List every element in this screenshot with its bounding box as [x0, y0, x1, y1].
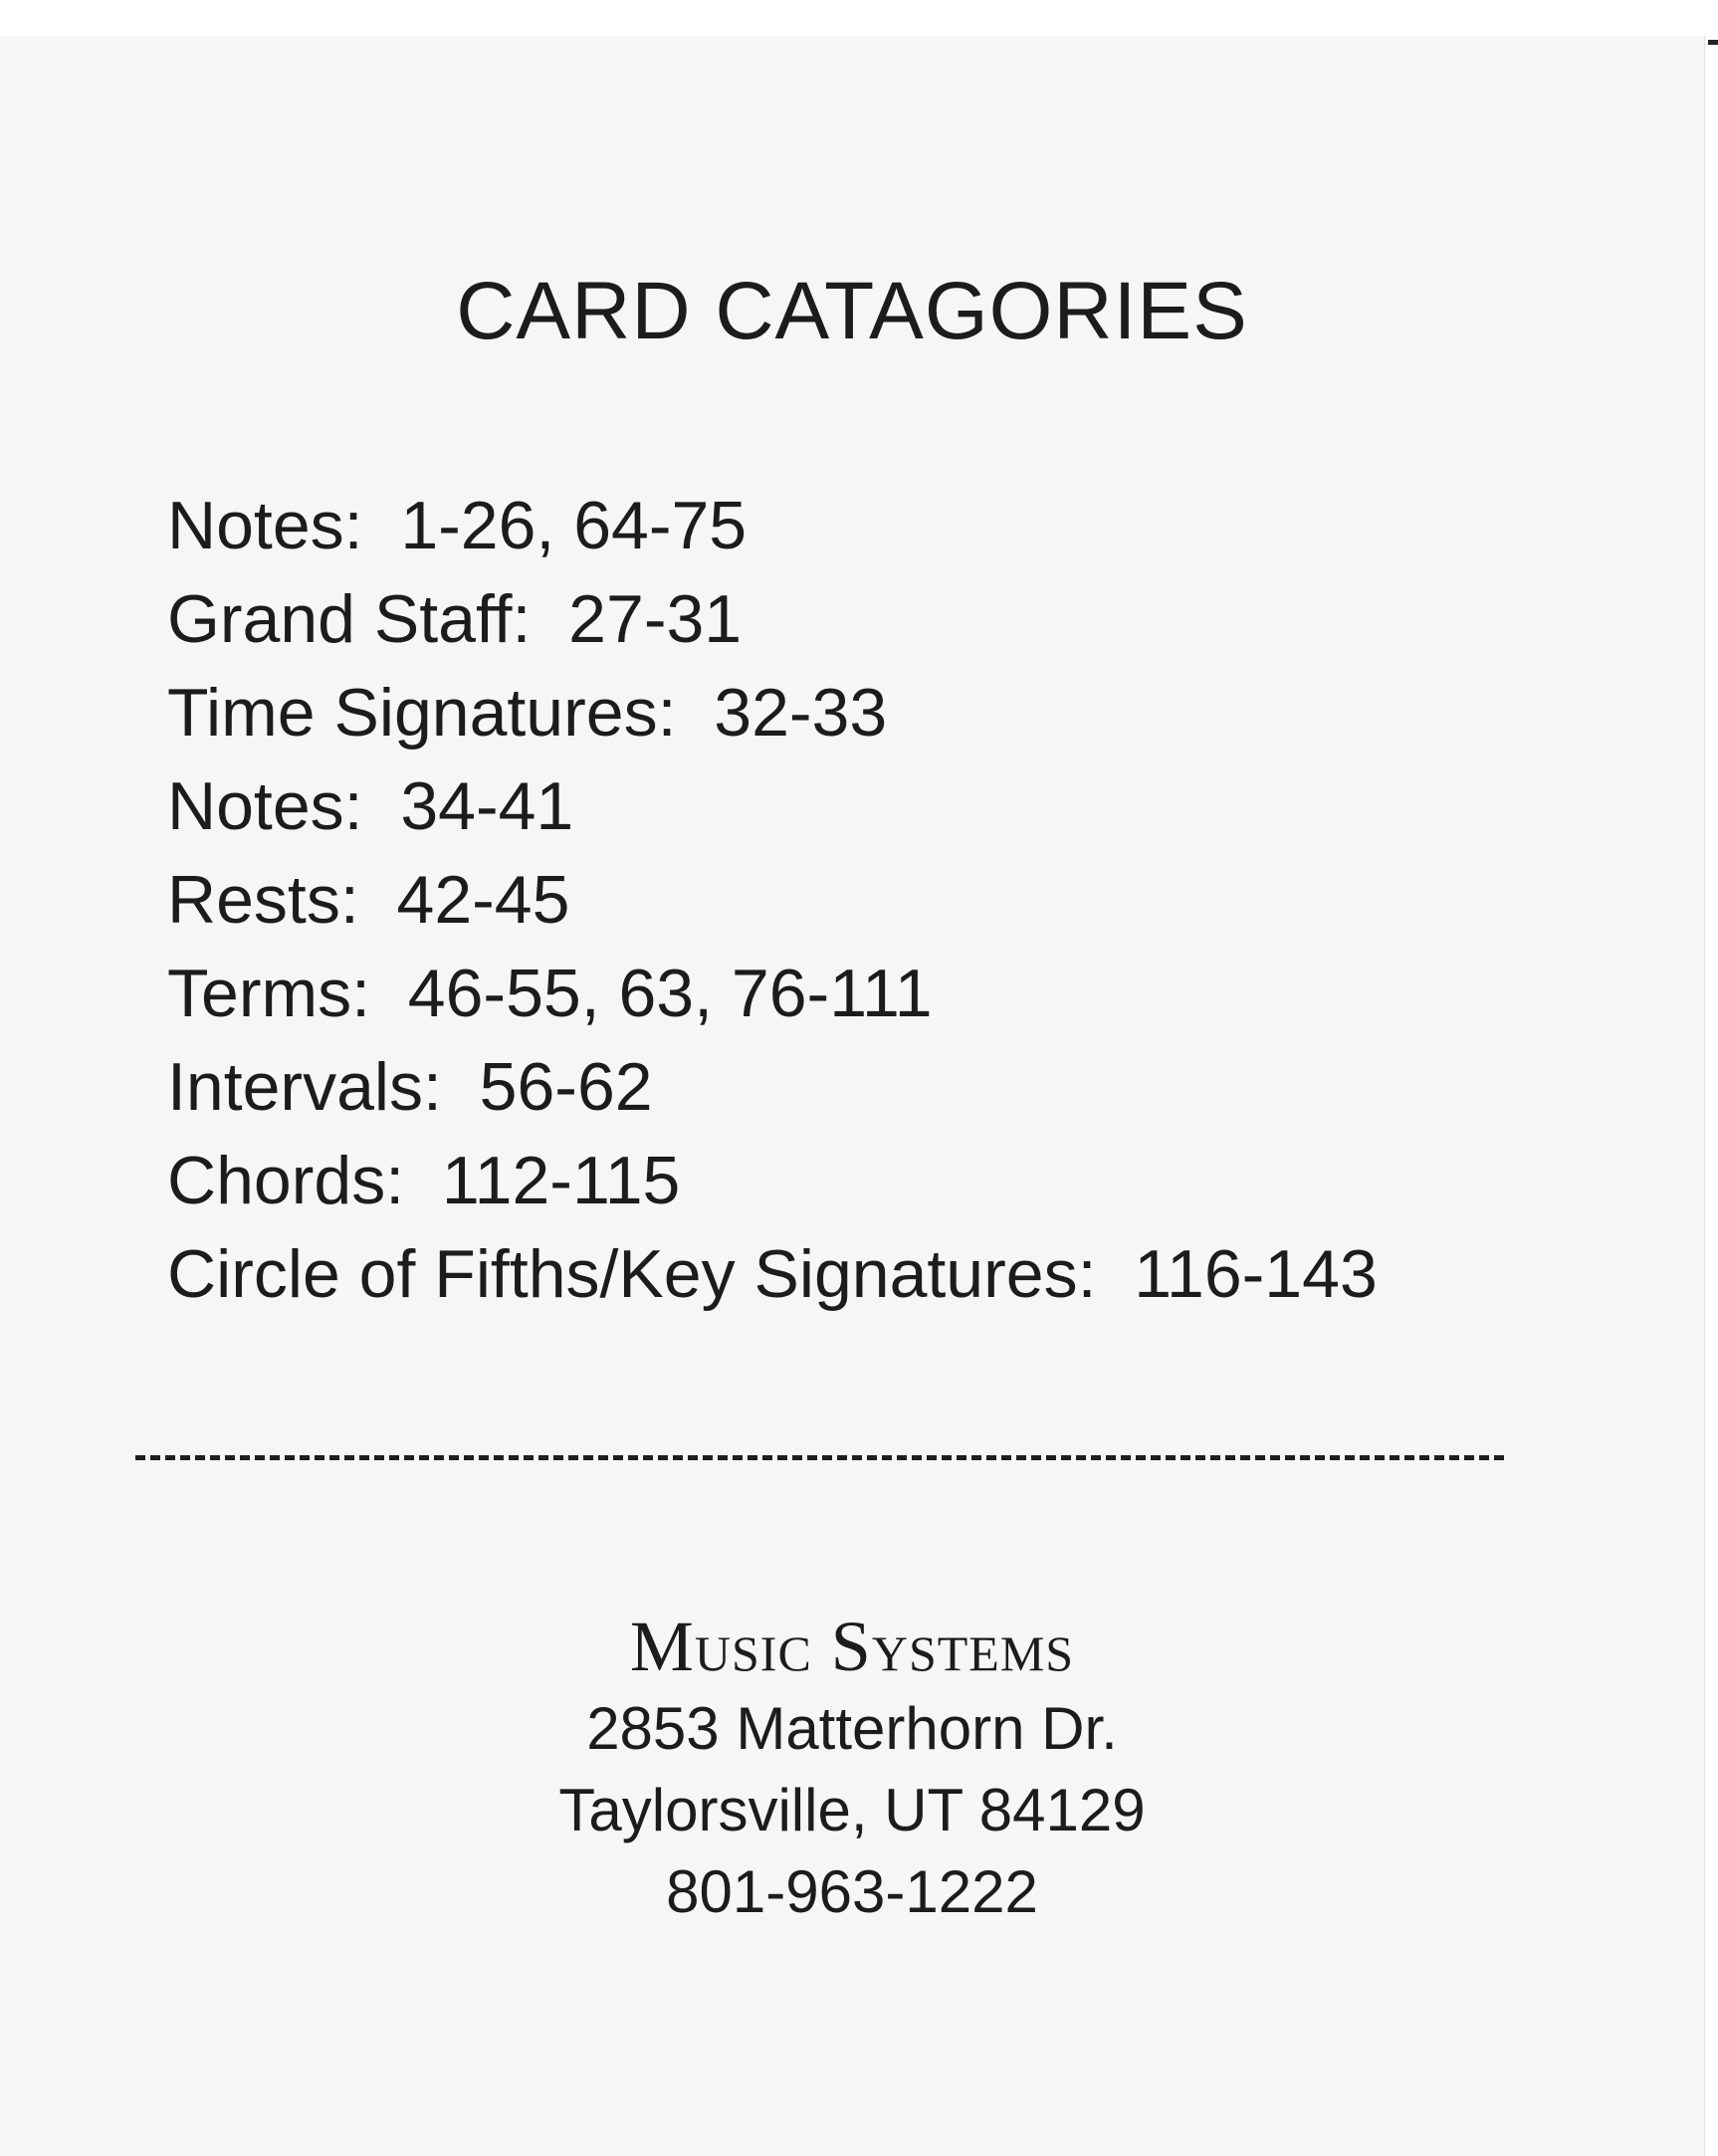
- company-address: [0, 1688, 1704, 1933]
- category-card: [0, 36, 1705, 2156]
- category-item: Grand Staff: 27-31: [167, 581, 743, 657]
- dashed-cut-line: [135, 1455, 1504, 1460]
- category-item: Chords: 112-115: [167, 1143, 681, 1218]
- category-item: Time Signatures: 32-33: [167, 675, 888, 751]
- category-item: Notes: 1-26, 64-75: [167, 488, 748, 563]
- category-item: Rests: 42-45: [167, 862, 570, 938]
- address-city: Taylorsville, UT 84129: [558, 1777, 1146, 1843]
- category-item: Intervals: 56-62: [167, 1049, 653, 1125]
- category-item: Notes: 34-41: [167, 768, 574, 844]
- category-item: Terms: 46-55, 63, 76-111: [167, 956, 933, 1031]
- card-title: CARD CATAGORIES: [456, 266, 1248, 356]
- scan-edge-mark: [1708, 40, 1718, 45]
- address-street: 2853 Matterhorn Dr.: [586, 1695, 1118, 1762]
- category-item: Circle of Fifths/Key Signatures: 116-143: [167, 1236, 1378, 1312]
- company-phone: 801-963-1222: [666, 1858, 1038, 1925]
- company-name: Music Systems: [629, 1607, 1075, 1686]
- category-list: [167, 479, 1378, 1321]
